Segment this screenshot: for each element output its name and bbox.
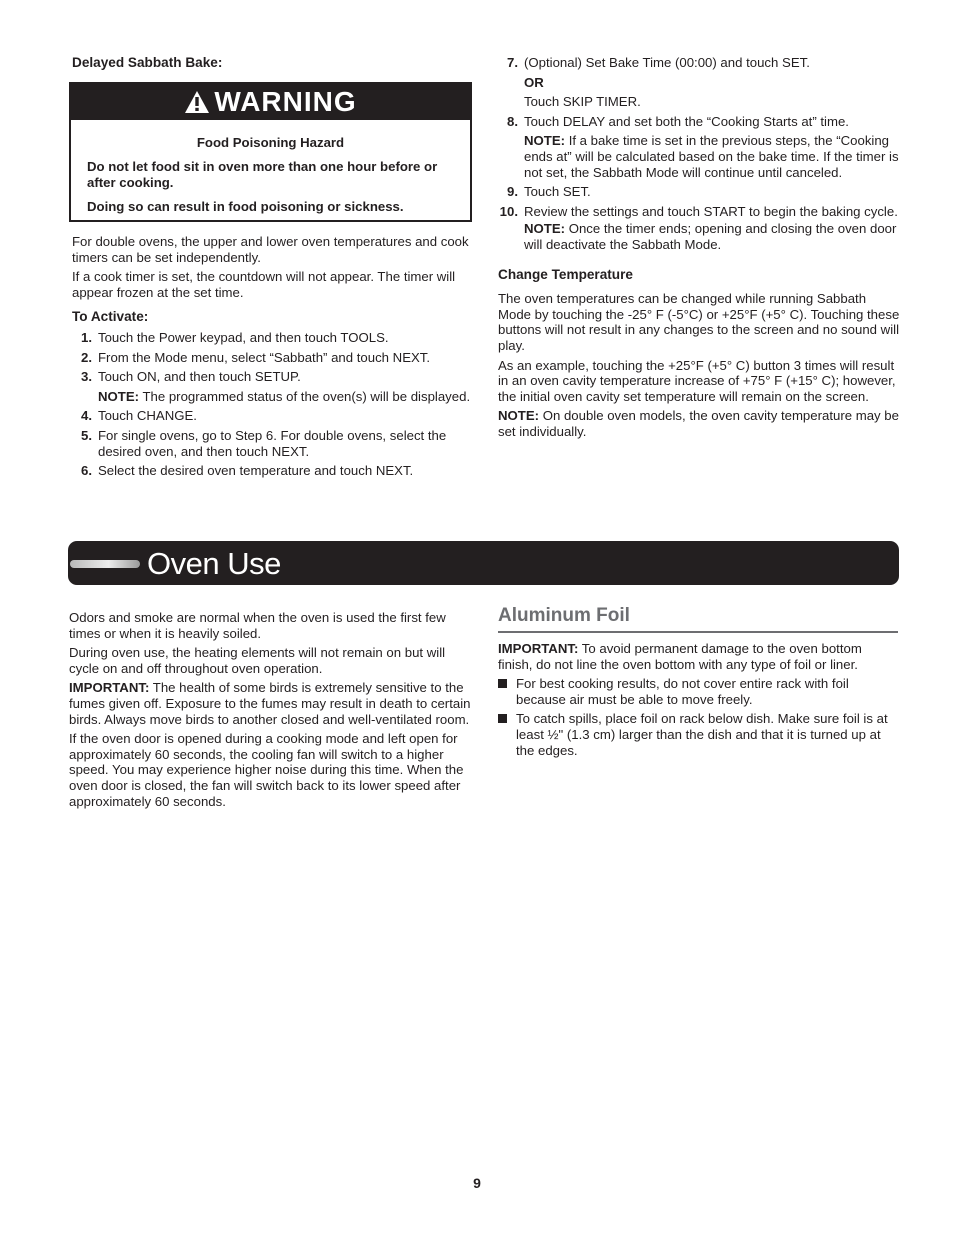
right-top-column (496, 55, 900, 439)
warning-box (69, 82, 472, 222)
step-6 (70, 463, 472, 479)
cooling-fan-paragraph: If the oven door is opened during a cooking mode and left open for approximately 60 seconds, the cooling fan will switch to a higher speed. You may experience higher noise during this time. When the oven door is closed, the fan will switch back to its lower speed after approximately 60 seconds. (69, 731, 464, 809)
step-note (98, 389, 472, 405)
heating-elements-paragraph: During oven use, the heating elements will not remain on but will cycle on and off throughout oven operation. (69, 645, 446, 676)
step-text: Touch DELAY and set both the “Cooking Starts at” time. (524, 113, 849, 129)
step-note (524, 221, 900, 252)
step-note (524, 133, 900, 180)
warning-body (71, 120, 470, 215)
warning-triangle-icon (184, 90, 210, 114)
step-text: Touch the Power keypad, and then touch TOOLS. (98, 329, 389, 345)
activate-steps (70, 330, 472, 479)
step-number: 9. (507, 184, 518, 200)
oven-use-banner (68, 541, 899, 585)
warning-line-1: Do not let food sit in oven more than one hour before or after cooking. (87, 159, 438, 190)
note-text: Once the timer ends; opening and closing the oven door will deactivate the Sabbath Mode. (524, 221, 897, 252)
step-10 (496, 204, 900, 253)
change-temp-note (498, 408, 900, 439)
note-text: If a bake time is set in the previous steps, the “Cooking ends at” will be calculated based on the bake time. If the timer is not set, the Sabbath Mode will continue until canceled. (524, 133, 899, 180)
delayed-sabbath-heading: Delayed Sabbath Bake: (72, 55, 223, 70)
bullet-text: To catch spills, place foil on rack below dish. Make sure foil is at least ½" (1.3 cm) larger than the dish and that it is turned up at the edges. (516, 711, 888, 758)
step-3 (70, 369, 472, 404)
aluminum-foil-heading: Aluminum Foil (498, 605, 630, 626)
square-bullet-icon (498, 679, 507, 688)
step-text: Touch ON, and then touch SETUP. (98, 369, 301, 385)
page-number: 9 (473, 1175, 481, 1191)
step-5 (70, 428, 472, 459)
step-text: (Optional) Set Bake Time (00:00) and touch SET. (524, 55, 810, 70)
section-title: Oven Use (147, 546, 281, 581)
step-text: Select the desired oven temperature and touch NEXT. (98, 463, 414, 479)
left-bottom-column (69, 610, 474, 809)
step-text: Review the settings and touch START to begin the baking cycle. (524, 203, 898, 219)
step-number: 4. (81, 408, 92, 424)
birds-important-paragraph (69, 680, 474, 727)
banner-accent-bar (70, 560, 140, 568)
double-oven-paragraph: For double ovens, the upper and lower oven temperatures and cook timers can be set independently. (72, 234, 469, 265)
step-number: 5. (81, 427, 92, 443)
heading-rule (498, 631, 898, 633)
step-1 (70, 330, 472, 346)
step-number: 3. (81, 369, 92, 385)
step-2 (70, 350, 472, 366)
step-8 (496, 114, 900, 180)
step-or: OR (524, 74, 544, 90)
square-bullet-icon (498, 714, 507, 723)
warning-line-2: Doing so can result in food poisoning or sickness. (87, 199, 404, 214)
note-label: NOTE: (524, 133, 566, 149)
bullet-item (498, 711, 898, 758)
step-number: 7. (507, 55, 518, 70)
step-text: For single ovens, go to Step 6. For double ovens, select the desired oven, and then touch NEXT. (98, 427, 447, 459)
to-activate-heading: To Activate: (72, 309, 149, 325)
step-number: 1. (81, 329, 92, 345)
important-text: The health of some birds is extremely sensitive to the fumes given off. Exposure to the fumes may result in death to certain birds. Always move birds to another closed and well-ventilated room. (69, 680, 471, 727)
step-9 (496, 184, 900, 200)
note-label: NOTE: (524, 221, 566, 237)
left-top-column (72, 55, 472, 71)
step-number: 10. (499, 203, 518, 219)
change-temp-paragraph-1: The oven temperatures can be changed while running Sabbath Mode by touching the -25° F (-5°C) or +25°F (+5° C). Touching these buttons will not result in any changes to the screen and no sound will play. (498, 291, 900, 353)
aluminum-foil-section (498, 605, 898, 762)
continued-steps (496, 55, 900, 253)
warning-hazard: Food Poisoning Hazard (196, 135, 345, 150)
odors-paragraph: Odors and smoke are normal when the oven is used the first few times or when it is heavily soiled. (69, 610, 446, 641)
aluminum-important (498, 641, 898, 672)
warning-label: WARNING (214, 86, 357, 117)
step-number: 2. (81, 349, 92, 365)
bullet-item (498, 676, 898, 707)
change-temperature-text (496, 291, 900, 439)
important-label: IMPORTANT: (498, 641, 579, 656)
change-temp-paragraph-2: As an example, touching the +25°F (+5° C) button 3 times will result in an oven cavity temperature increase of +75° F (+15° C); however, the initial oven cavity set temperature will remain on the screen. (498, 357, 896, 404)
important-text: To avoid permanent damage to the oven bottom finish, do not line the oven bottom with any type of foil or liner. (498, 641, 862, 672)
warning-header (71, 84, 470, 120)
important-label: IMPORTANT: (69, 680, 150, 696)
step-text: From the Mode menu, select “Sabbath” and touch NEXT. (98, 349, 431, 365)
note-label: NOTE: (498, 408, 540, 424)
note-label: NOTE: (98, 388, 140, 404)
step-number: 8. (507, 113, 518, 129)
step-7 (496, 55, 900, 110)
step-number: 6. (81, 463, 92, 479)
step-alt-text: Touch SKIP TIMER. (524, 94, 641, 110)
step-text: Touch CHANGE. (98, 408, 197, 424)
cook-timer-paragraph: If a cook timer is set, the countdown will not appear. The timer will appear frozen at the set time. (72, 269, 456, 300)
step-text: Touch SET. (524, 184, 591, 200)
change-temperature-heading: Change Temperature (498, 266, 633, 282)
bullet-text: For best cooking results, do not cover entire rack with foil because air must be able to move freely. (516, 676, 849, 707)
note-text: On double oven models, the oven cavity temperature may be set individually. (498, 408, 899, 439)
left-top-text (72, 234, 472, 483)
note-text: The programmed status of the oven(s) will be displayed. (139, 388, 471, 404)
step-4 (70, 408, 472, 424)
